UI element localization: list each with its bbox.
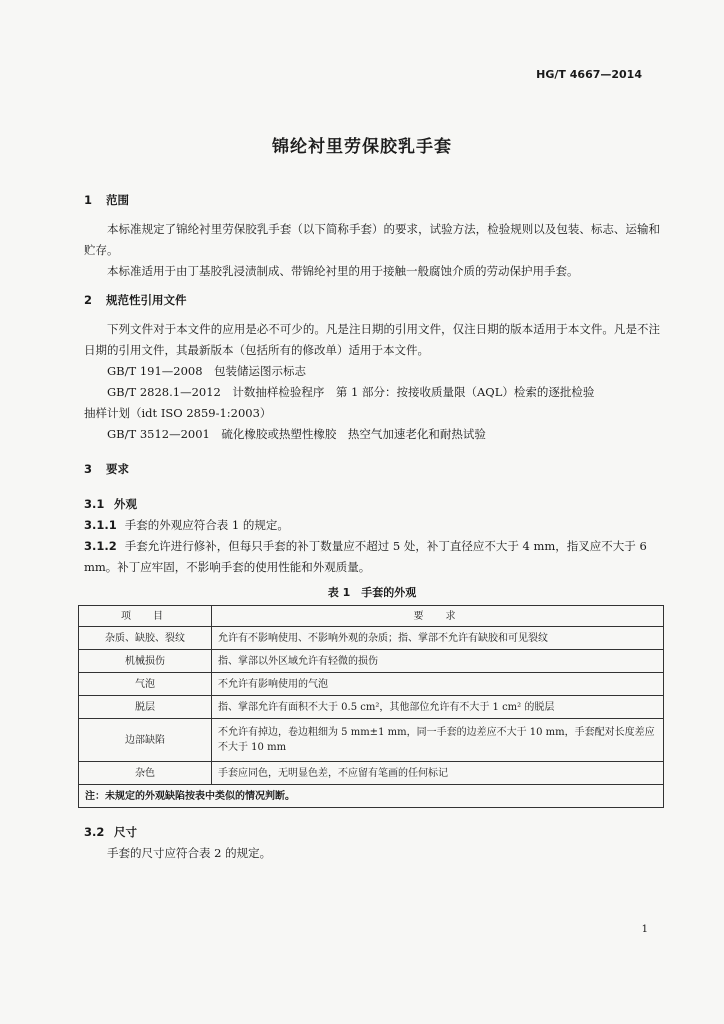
section-title: 规范性引用文件 bbox=[106, 293, 187, 307]
subsection-number: 3.2 bbox=[84, 825, 105, 839]
subsection-3-2-heading bbox=[84, 822, 660, 843]
section-1-heading bbox=[84, 190, 660, 211]
subsection-title: 尺寸 bbox=[114, 825, 137, 839]
appearance-table bbox=[78, 605, 664, 808]
table-1-caption: 表 1 手套的外观 bbox=[327, 586, 417, 599]
section-number: 3 bbox=[84, 462, 93, 476]
reference-item: GB/T 3512—2001 硫化橡胶或热塑性橡胶 热空气加速老化和耐热试验 bbox=[107, 427, 486, 441]
dimension-paragraph: 手套的尺寸应符合表 2 的规定。 bbox=[107, 846, 272, 860]
row-item: 杂色 bbox=[79, 762, 212, 785]
section-3-heading bbox=[84, 459, 660, 480]
clause-text: 手套的外观应符合表 1 的规定。 bbox=[124, 518, 289, 532]
page-number: 1 bbox=[641, 924, 648, 935]
row-requirement: 不允许有掉边，卷边粗细为 5 mm±1 mm，同一手套的边差应不大于 10 mm，手套配对长度差应不大于 10 mm bbox=[212, 719, 664, 762]
clause-number: 3.1.2 bbox=[84, 539, 117, 553]
row-requirement: 不允许有影响使用的气泡 bbox=[212, 673, 664, 696]
clause-text: 手套允许进行修补，但每只手套的补丁数量应不超过 5 处，补丁直径应不大于 4 mm，指叉应不大于 6 mm。补丁应牢固，不影响手套的使用性能和外观质量。 bbox=[84, 539, 647, 574]
document-title: 锦纶衬里劳保胶乳手套 bbox=[272, 137, 452, 157]
clause-3-1-1 bbox=[84, 515, 660, 536]
document-body bbox=[84, 190, 660, 864]
section-2-heading bbox=[84, 290, 660, 311]
column-header-requirement: 要 求 bbox=[212, 606, 664, 627]
table-note-row bbox=[79, 785, 664, 808]
row-item: 杂质、缺胶、裂纹 bbox=[79, 627, 212, 650]
column-header-item: 项 目 bbox=[79, 606, 212, 627]
reference-item: GB/T 2828.1—2012 计数抽样检验程序 第 1 部分：按接收质量限（AQL）检索的逐批检验 bbox=[107, 385, 595, 399]
subsection-number: 3.1 bbox=[84, 497, 105, 511]
row-requirement: 指、掌部以外区域允许有轻微的损伤 bbox=[212, 650, 664, 673]
table-header-row bbox=[79, 606, 664, 627]
row-item: 机械损伤 bbox=[79, 650, 212, 673]
clause-number: 3.1.1 bbox=[84, 518, 117, 532]
table-note: 注：未规定的外观缺陷按表中类似的情况判断。 bbox=[79, 785, 664, 808]
row-requirement: 手套应同色，无明显色差，不应留有笔画的任何标记 bbox=[212, 762, 664, 785]
table-row bbox=[79, 696, 664, 719]
row-item: 脱层 bbox=[79, 696, 212, 719]
standard-code: HG/T 4667—2014 bbox=[536, 68, 642, 81]
row-item: 气泡 bbox=[79, 673, 212, 696]
row-requirement: 指、掌部允许有面积不大于 0.5 cm²，其他部位允许有不大于 1 cm² 的脱层 bbox=[212, 696, 664, 719]
section-number: 2 bbox=[84, 293, 93, 307]
table-row bbox=[79, 627, 664, 650]
scope-paragraph-1: 本标准规定了锦纶衬里劳保胶乳手套（以下简称手套）的要求，试验方法，检验规则以及包装、标志、运输和贮存。 bbox=[84, 222, 660, 257]
section-number: 1 bbox=[84, 193, 93, 207]
subsection-title: 外观 bbox=[114, 497, 137, 511]
references-intro: 下列文件对于本文件的应用是必不可少的。凡是注日期的引用文件，仅注日期的版本适用于本文件。凡是不注日期的引用文件，其最新版本（包括所有的修改单）适用于本文件。 bbox=[84, 322, 660, 357]
table-row bbox=[79, 762, 664, 785]
section-title: 范围 bbox=[106, 193, 129, 207]
table-row bbox=[79, 650, 664, 673]
table-row bbox=[79, 719, 664, 762]
scope-paragraph-2: 本标准适用于由丁基胶乳浸渍制成、带锦纶衬里的用于接触一般腐蚀介质的劳动保护用手套。 bbox=[107, 264, 579, 278]
reference-item: GB/T 191—2008 包装储运图示标志 bbox=[107, 364, 307, 378]
row-item: 边部缺陷 bbox=[79, 719, 212, 762]
table-row bbox=[79, 673, 664, 696]
reference-item-continuation: 抽样计划（idt ISO 2859-1:2003） bbox=[84, 406, 272, 420]
section-title: 要求 bbox=[106, 462, 129, 476]
row-requirement: 允许有不影响使用、不影响外观的杂质；指、掌部不允许有缺胶和可见裂纹 bbox=[212, 627, 664, 650]
subsection-3-1-heading bbox=[84, 494, 660, 515]
clause-3-1-2 bbox=[84, 536, 660, 578]
